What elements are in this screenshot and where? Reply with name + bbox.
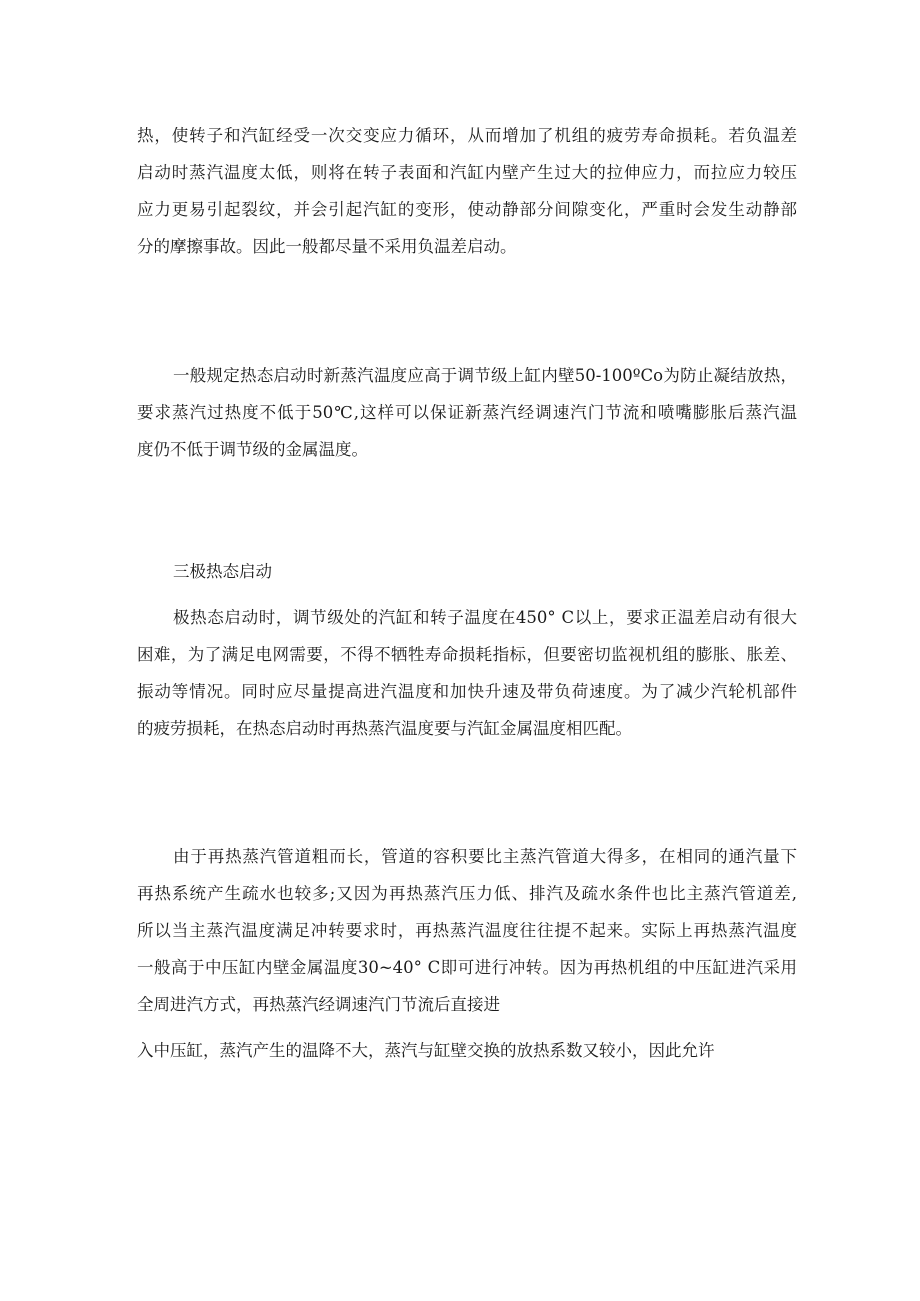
paragraph-extreme-hot-start xyxy=(137,599,797,747)
text-line: 启动时蒸汽温度太低，则将在转子表面和汽缸内壁产生过大的拉伸应力，而拉应力较压 xyxy=(137,163,797,182)
text-line: 分的摩擦事故。因此一般都尽量不采用负温差启动。 xyxy=(137,237,517,256)
paragraph-continuation xyxy=(137,1032,797,1069)
section-heading xyxy=(137,553,797,590)
text-line: 全周进汽方式，再热蒸汽经调速汽门节流后直接进 xyxy=(137,995,500,1014)
text-line: 应力更易引起裂纹，并会引起汽缸的变形，使动静部分间隙变化，严重时会发生动静部 xyxy=(137,200,797,219)
text-line: 一般规定热态启动时新蒸汽温度应高于调节级上缸内壁50-100ºCo为防止凝结放热， xyxy=(173,366,797,385)
text-line: 度仍不低于调节级的金属温度。 xyxy=(137,440,368,459)
text-line: 要求蒸汽过热度不低于50℃,这样可以保证新蒸汽经调速汽门节流和喷嘴膨胀后蒸汽温 xyxy=(137,403,797,422)
paragraph-reheat-steam xyxy=(137,838,797,1023)
text-line: 困难，为了满足电网需要，不得不牺牲寿命损耗指标，但要密切监视机组的膨胀、胀差、 xyxy=(137,645,797,664)
text-line: 热，使转子和汽缸经受一次交变应力循环，从而增加了机组的疲劳寿命损耗。若负温差 xyxy=(137,126,797,145)
paragraph-negative-temp-diff xyxy=(137,117,797,265)
section-title: 三极热态启动 xyxy=(173,562,272,581)
text-line: 由于再热蒸汽管道粗而长，管道的容积要比主蒸汽管道大得多，在相同的通汽量下 xyxy=(173,847,797,866)
text-line: 再热系统产生疏水也较多;又因为再热蒸汽压力低、排汽及疏水条件也比主蒸汽管道差, xyxy=(137,884,797,903)
text-line: 振动等情况。同时应尽量提高进汽温度和加快升速及带负荷速度。为了减少汽轮机部件 xyxy=(137,682,797,701)
paragraph-hot-start-steam-temp xyxy=(137,357,797,468)
text-line: 入中压缸，蒸汽产生的温降不大，蒸汽与缸壁交换的放热系数又较小，因此允许 xyxy=(137,1041,715,1060)
text-line: 极热态启动时，调节级处的汽缸和转子温度在450° C以上，要求正温差启动有很大 xyxy=(173,608,797,627)
text-line: 的疲劳损耗，在热态启动时再热蒸汽温度要与汽缸金属温度相匹配。 xyxy=(137,719,632,738)
text-line: 一般高于中压缸内壁金属温度30~40° C即可进行冲转。因为再热机组的中压缸进汽采用 xyxy=(137,958,797,977)
text-line: 所以当主蒸汽温度满足冲转要求时，再热蒸汽温度往往提不起来。实际上再热蒸汽温度 xyxy=(137,921,797,940)
